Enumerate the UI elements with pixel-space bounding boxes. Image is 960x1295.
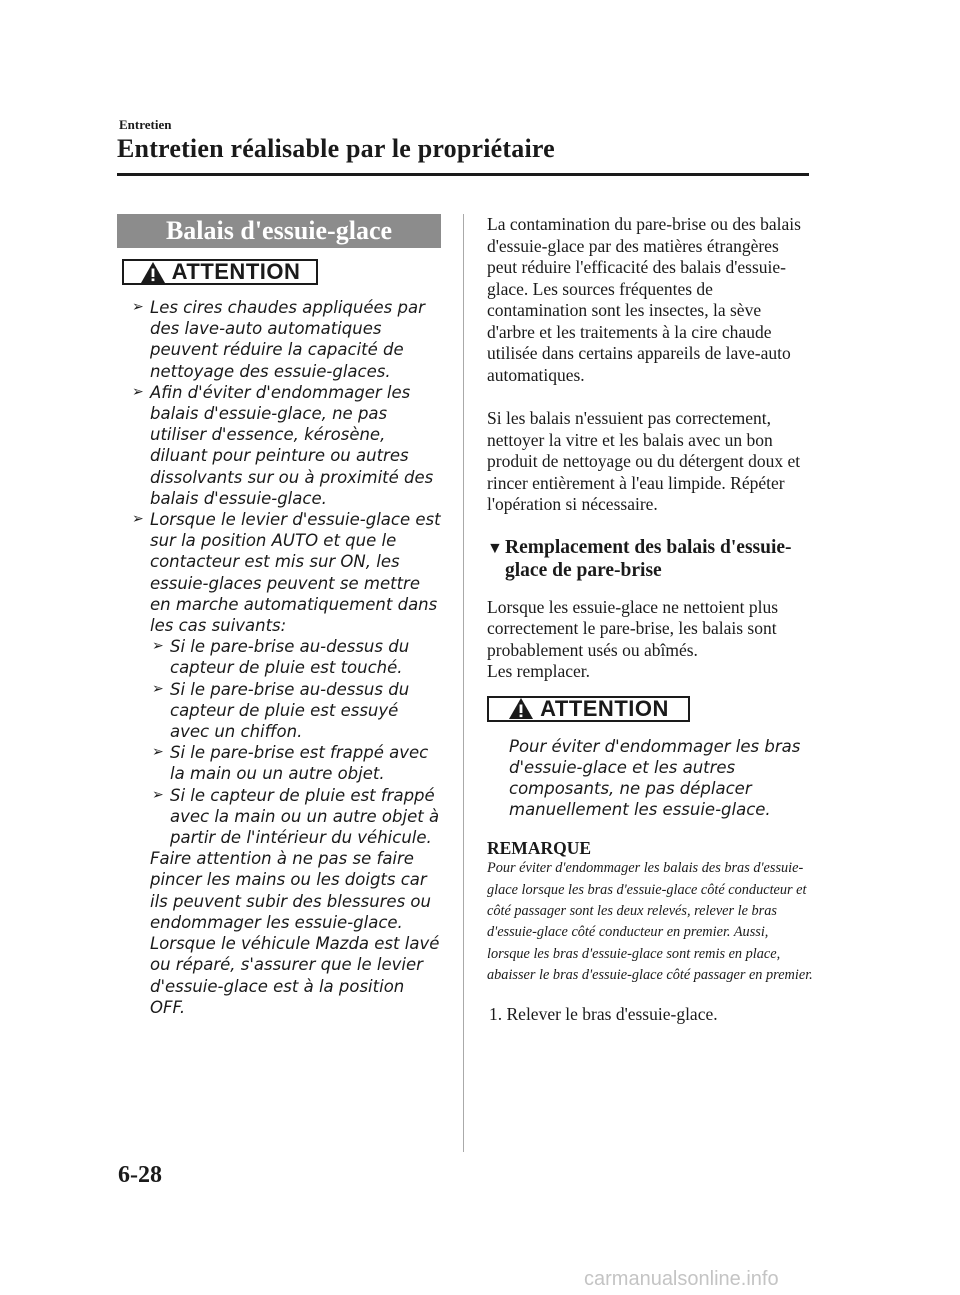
- attention-sublist: [150, 636, 441, 848]
- arrow-bullet-icon: ➢: [132, 511, 144, 528]
- left-column: [117, 214, 441, 1018]
- body-paragraph: Lorsque les essuie-glace ne nettoient plus correctement le pare-brise, les balais sont probablement usés ou abîmés.: [487, 596, 779, 660]
- attention-closing: Lorsque le véhicule Mazda est lavé ou réparé, s'assurer que le levier d'essuie-glace est à la position OFF.: [150, 934, 440, 1017]
- body-paragraph: Si les balais n'essuient pas correctement, nettoyer la vitre et les balais avec un bon produit de nettoyage ou du détergent doux et rincer entièrement à l'eau limpide. Répéter l'opération si nécessaire.: [487, 408, 801, 514]
- attention-label: ATTENTION: [171, 259, 301, 284]
- page-number: 6-28: [118, 1162, 162, 1188]
- step-number: 1.: [489, 1004, 503, 1025]
- attention-label: ATTENTION: [540, 695, 669, 721]
- arrow-bullet-icon: ➢: [132, 299, 144, 315]
- body-paragraph: Les remplacer.: [487, 661, 591, 681]
- step-item: [487, 1004, 813, 1026]
- triangle-bullet-icon: ▼: [487, 539, 503, 557]
- attention-item: ➢ Les cires chaudes appliquées par des lave-auto automatiques peuvent réduire la capacité de nettoyage des essuie-glaces.: [132, 298, 425, 381]
- attention-box: [487, 696, 690, 722]
- attention-subitem: ➢ Si le pare-brise au-dessus du capteur de pluie est essuyé avec un chiffon.: [152, 679, 410, 742]
- watermark: carmanualsonline.info: [584, 1268, 779, 1290]
- attention-item: ➢ Lorsque le levier d'essuie-glace est sur la position AUTO et que le contacteur est mis sur ON, les essuie-glaces peuvent se mettre en marche automatiquement dans les cas suivants: ➢ Si le pare-brise au-dessus du capteur de pluie est touché. ➢ Si le pare-brise au-dessus du capteur de pluie est essuyé avec un chiffon. ➢ Si le pare-brise est frappé avec la main ou un autre objet. ➢ Si le capteur de pluie est frappé avec la main ou un autre objet à partir de l'intérieur du véhicule.: [132, 510, 441, 848]
- attention-list: [117, 297, 441, 848]
- note-text: Pour éviter d'endommager les balais des bras d'essuie-glace lorsque les bras d'essuie-glace côté conducteur et côté passager sont les deux relevés, relever le bras d'essuie-glace côté conducteur en premier. Aussi, lorsque les bras d'essuie-glace sont remis en place, abaisser le bras d'essuie-glace côté passager en premier.: [487, 860, 813, 983]
- warning-icon: [508, 697, 534, 720]
- attention-subitem: ➢ Si le pare-brise est frappé avec la main ou un autre objet.: [152, 743, 429, 784]
- arrow-bullet-icon: ➢: [152, 744, 164, 761]
- column-divider: [463, 214, 464, 1152]
- chapter-title: Entretien réalisable par le propriétaire: [117, 134, 555, 163]
- arrow-bullet-icon: ➢: [152, 680, 164, 697]
- note-title: REMARQUE: [487, 838, 592, 859]
- attention-subitem: ➢ Si le pare-brise au-dessus du capteur de pluie est touché.: [152, 637, 410, 678]
- arrow-bullet-icon: ➢: [132, 383, 144, 400]
- section-label: Entretien: [119, 117, 172, 132]
- warning-icon: [140, 261, 166, 284]
- section-banner: Balais d'essuie-glace: [117, 214, 441, 248]
- title-rule: [117, 173, 809, 176]
- body-paragraph: La contamination du pare-brise ou des balais d'essuie-glace par des matières étrangères peut réduire l'efficacité des balais d'essuie-glace. Les sources fréquentes de contamination sont les insectes, la sève d'arbre et les traitements à la cire chaude utilisée dans certains appareils de lave-auto automatiques.: [487, 214, 801, 385]
- right-column: [487, 214, 813, 1026]
- arrow-bullet-icon: ➢: [152, 786, 164, 803]
- attention-subitem: ➢ Si le capteur de pluie est frappé avec la main ou un autre objet à partir de l'intérieur du véhicule.: [152, 785, 440, 848]
- attention-box: [122, 259, 318, 285]
- step-text: Relever le bras d'essuie-glace.: [506, 1004, 718, 1025]
- attention-closing: Faire attention à ne pas se faire pincer les mains ou les doigts car ils peuvent subir des blessures ou endommager les essuie-glace.: [150, 849, 431, 932]
- arrow-bullet-icon: ➢: [152, 638, 164, 655]
- subsection-heading: ▼ Remplacement des balais d'essuie-glace de pare-brise: [487, 536, 792, 581]
- attention-item: ➢ Afin d'éviter d'endommager les balais d'essuie-glace, ne pas utiliser d'essence, kérosène, diluant pour peinture ou autres dissolvants sur ou à proximité des balais d'essuie-glace.: [132, 382, 434, 508]
- attention-text: Pour éviter d'endommager les bras d'essuie-glace et les autres composants, ne pas déplacer manuellement les essuie-glace.: [509, 736, 801, 820]
